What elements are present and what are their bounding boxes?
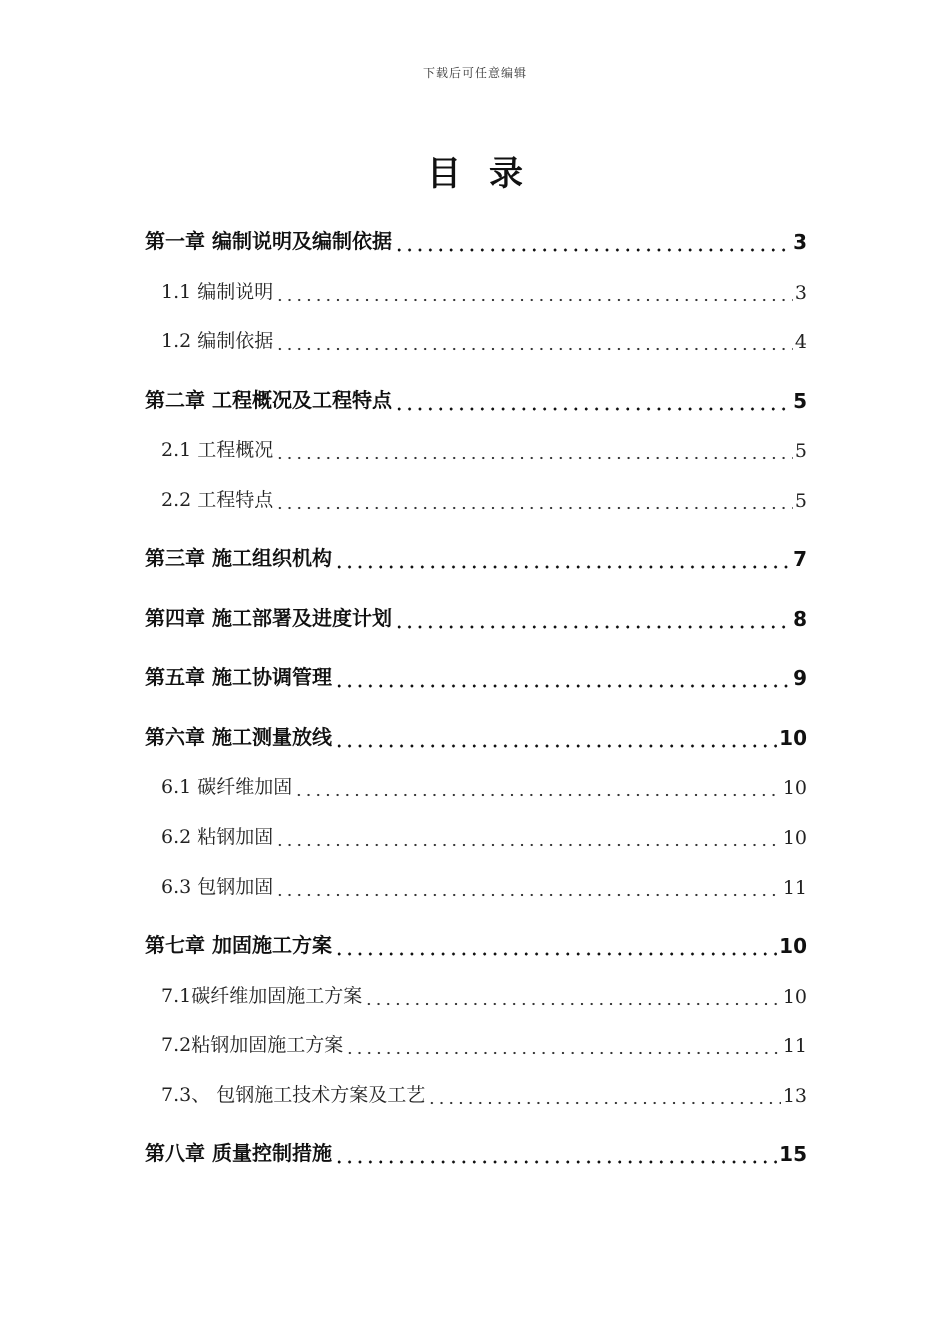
toc-chapter-entry[interactable] [145, 357, 807, 417]
toc-chapter-entry[interactable] [145, 1111, 807, 1171]
dot-leader [275, 441, 793, 460]
dot-leader [275, 828, 781, 847]
toc-page-number: 5 [793, 388, 807, 413]
dot-leader [334, 1144, 777, 1164]
dot-leader [394, 232, 791, 252]
document-title: 目录 [427, 154, 551, 194]
dot-leader [275, 332, 793, 351]
toc-chapter-entry[interactable] [145, 516, 807, 576]
toc-section-entry[interactable] [145, 417, 807, 467]
dot-leader [364, 987, 781, 1006]
toc-page-number: 11 [782, 876, 807, 899]
dot-leader [275, 283, 793, 302]
toc-chapter-entry[interactable] [145, 635, 807, 695]
toc-entry-label: 第五章 施工协调管理 [145, 665, 332, 690]
toc-entry-label: 1.2 编制依据 [161, 330, 274, 353]
dot-leader [334, 936, 777, 956]
toc-section-entry[interactable] [145, 466, 807, 516]
toc-entry-label: 2.2 工程特点 [161, 488, 274, 511]
toc-entry-label: 6.1 碳纤维加固 [161, 776, 293, 799]
dot-leader [394, 609, 791, 629]
toc-entry-label: 第八章 质量控制措施 [145, 1141, 332, 1166]
toc-section-entry[interactable] [145, 258, 807, 308]
toc-section-entry[interactable] [145, 962, 807, 1012]
toc-entry-label: 第三章 施工组织机构 [145, 546, 332, 571]
toc-entry-label: 第一章 编制说明及编制依据 [145, 229, 392, 253]
toc-section-entry[interactable] [145, 803, 807, 853]
toc-section-entry[interactable] [145, 853, 807, 903]
dot-leader [294, 778, 781, 797]
toc-section-entry[interactable] [145, 1061, 807, 1111]
toc-page-number: 11 [782, 1035, 807, 1058]
dot-leader [275, 491, 793, 510]
toc-entry-label: 第七章 加固施工方案 [145, 933, 332, 958]
toc-entry-label: 1.1 编制说明 [161, 280, 274, 303]
toc-page-number: 3 [793, 230, 807, 254]
toc-page-number: 10 [782, 777, 807, 800]
toc-chapter-entry[interactable] [145, 226, 807, 258]
toc-entry-label: 6.3 包钢加固 [161, 875, 274, 898]
toc-page-number: 5 [794, 440, 807, 463]
toc-entry-label: 第四章 施工部署及进度计划 [145, 605, 392, 630]
dot-leader [334, 728, 777, 748]
dot-leader [345, 1036, 781, 1055]
dot-leader [394, 391, 791, 411]
toc-page-number: 4 [794, 331, 807, 354]
toc-entry-label: 7.2粘钢加固施工方案 [161, 1034, 344, 1057]
toc-entry-label: 2.1 工程概况 [161, 439, 274, 462]
table-of-contents [145, 226, 807, 1170]
toc-page-number: 3 [794, 281, 807, 304]
toc-chapter-entry[interactable] [145, 903, 807, 963]
toc-chapter-entry[interactable] [145, 694, 807, 754]
dot-leader [275, 878, 781, 897]
toc-entry-label: 第二章 工程概况及工程特点 [145, 387, 392, 412]
page-header-note: 下载后可任意编辑 [422, 66, 527, 80]
toc-page-number: 5 [794, 489, 807, 512]
toc-entry-label: 7.3、 包钢施工技术方案及工艺 [161, 1083, 426, 1106]
toc-section-entry[interactable] [145, 1012, 807, 1062]
toc-page-number: 9 [793, 666, 807, 691]
dot-leader [427, 1086, 781, 1105]
toc-page-number: 13 [782, 1084, 807, 1107]
toc-section-entry[interactable] [145, 308, 807, 358]
toc-page-number: 15 [779, 1142, 807, 1167]
dot-leader [334, 549, 791, 569]
toc-page-number: 10 [782, 985, 807, 1008]
toc-page-number: 7 [793, 547, 807, 572]
dot-leader [334, 668, 791, 688]
toc-entry-label: 7.1碳纤维加固施工方案 [161, 984, 363, 1007]
toc-page-number: 10 [779, 934, 807, 959]
toc-chapter-entry[interactable] [145, 575, 807, 635]
toc-entry-label: 6.2 粘钢加固 [161, 826, 274, 849]
toc-page-number: 10 [782, 827, 807, 850]
toc-entry-label: 第六章 施工测量放线 [145, 724, 332, 749]
toc-page-number: 10 [779, 725, 807, 750]
toc-page-number: 8 [793, 606, 807, 631]
toc-section-entry[interactable] [145, 754, 807, 804]
